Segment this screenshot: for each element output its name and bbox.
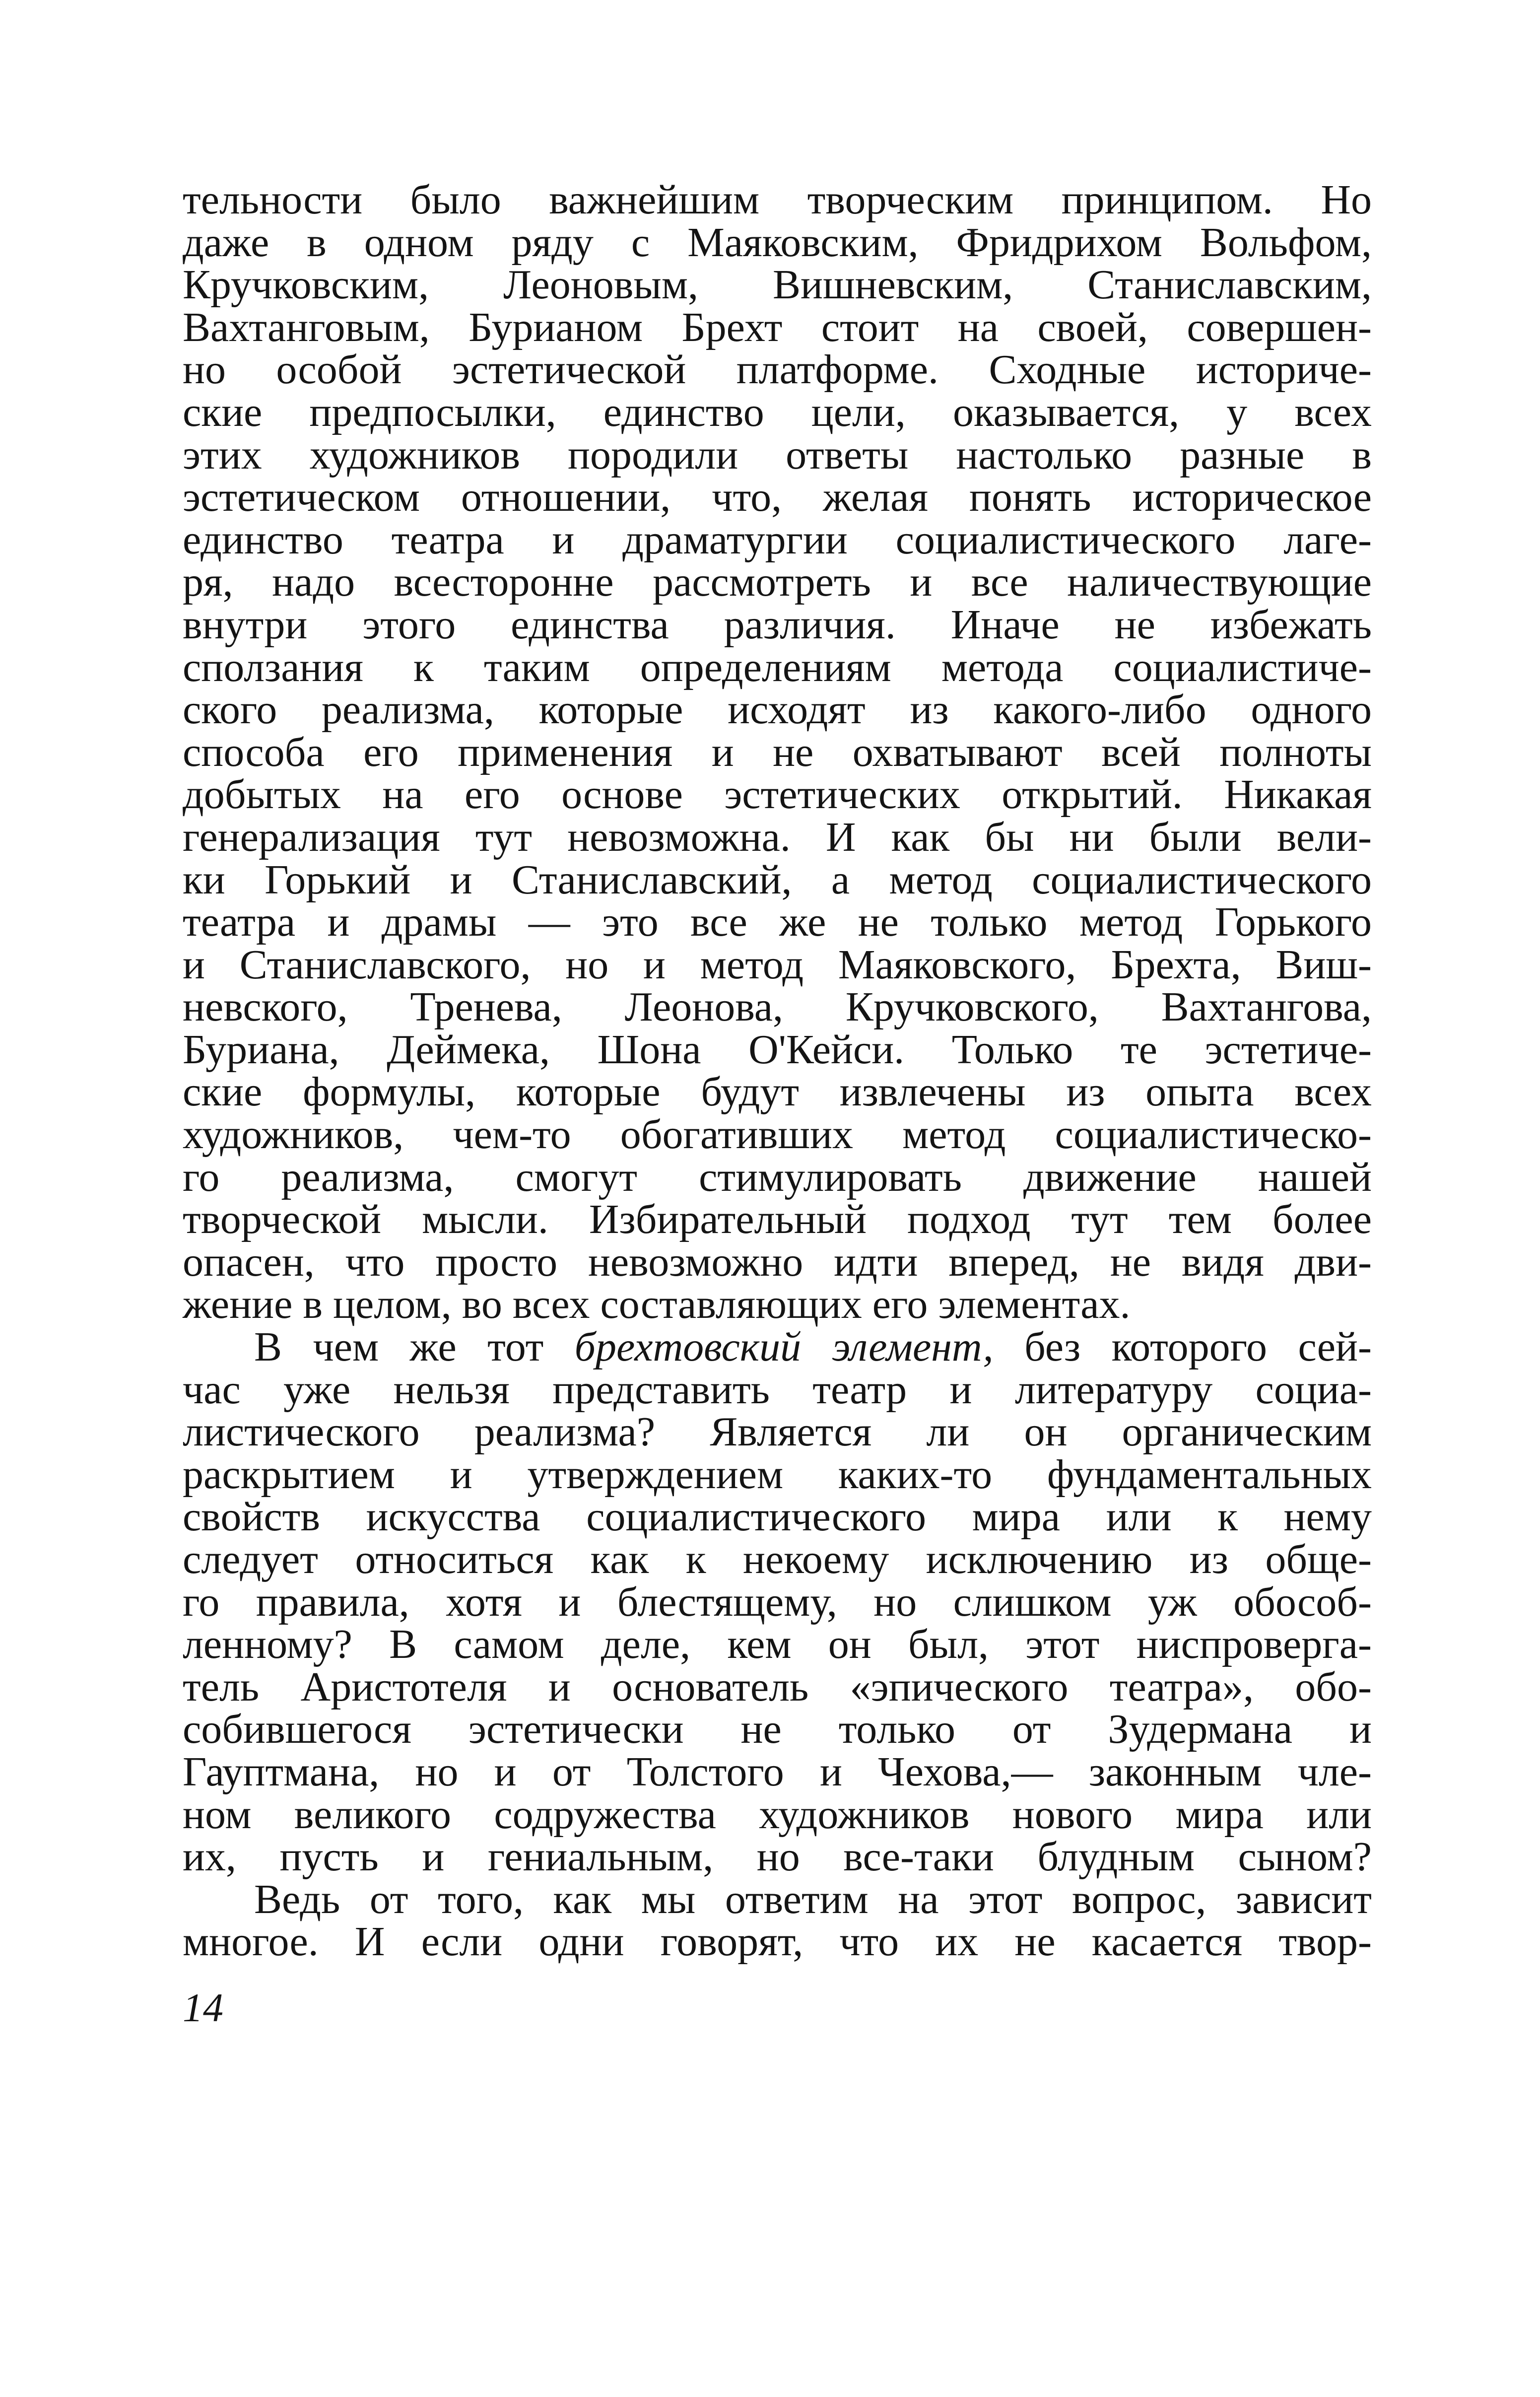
text-line: ря, надо всесторонне рассмотреть и все наличествующие	[183, 559, 1372, 606]
text-line: но особой эстетической платформе. Сходные историче-	[183, 346, 1372, 393]
text-line: многое. И если одни говорят, что их не касается твор-	[183, 1918, 1372, 1965]
text-line: Буриана, Деймека, Шона О'Кейси. Только те эстетиче-	[183, 1026, 1372, 1073]
text-line: этих художников породили ответы настолько разные в	[183, 431, 1372, 478]
text-line: даже в одном ряду с Маяковским, Фридрихом Вольфом,	[183, 219, 1372, 266]
text-line: их, пусть и гениальным, но все-таки блудным сыном?	[183, 1834, 1372, 1880]
italic-emphasis: брехтовский элемент,	[574, 1324, 994, 1370]
text-line: добытых на его основе эстетических открытий. Никакая	[183, 771, 1372, 818]
text-line: Ведь от того, как мы ответим на этот вопрос, зависит	[254, 1876, 1372, 1922]
text-line: внутри этого единства различия. Иначе не избежать	[183, 601, 1372, 648]
text-line: ном великого содружества художников нового мира или	[183, 1791, 1372, 1838]
text-run: без которого сей-	[993, 1324, 1372, 1370]
text-line: ские формулы, которые будут извлечены из опыта всех	[183, 1069, 1372, 1115]
text-line: раскрытием и утверждением каких-то фундаментальных	[183, 1451, 1372, 1498]
text-line: ского реализма, которые исходят из какого-либо одного	[183, 686, 1372, 733]
text-line: собившегося эстетически не только от Зудермана и	[183, 1706, 1372, 1753]
text-line: единство театра и драматургии социалистического лаге-	[183, 516, 1372, 563]
text-line: творческой мысли. Избирательный подход тут тем более	[183, 1196, 1372, 1243]
text-run: В чем же тот	[254, 1324, 575, 1370]
text-line: Гауптмана, но и от Толстого и Чехова,— законным чле-	[183, 1748, 1372, 1795]
text-line	[183, 1326, 1372, 1369]
text-line: невского, Тренева, Леонова, Кручковского, Вахтангова,	[183, 984, 1372, 1030]
text-line: ки Горький и Станиславский, а метод социалистического	[183, 856, 1372, 903]
text-line: час уже нельзя представить театр и литературу социа-	[183, 1366, 1372, 1413]
text-line: эстетическом отношении, что, желая понять историческое	[183, 474, 1372, 521]
page-number: 14	[183, 1985, 223, 2030]
text-line: свойств искусства социалистического мира или к нему	[183, 1494, 1372, 1540]
text-line: опасен, что просто невозможно идти вперед, не видя дви-	[183, 1238, 1372, 1285]
text-line: ские предпосылки, единство цели, оказывается, у всех	[183, 389, 1372, 435]
text-line: художников, чем-то обогативших метод социалистическо-	[183, 1111, 1372, 1158]
text-line: способа его применения и не охватывают всей полноты	[183, 729, 1372, 775]
body-text	[183, 179, 1372, 1963]
text-line: следует относиться как к некоему исключению из обще-	[183, 1536, 1372, 1582]
text-line: Вахтанговым, Бурианом Брехт стоит на своей, совершен-	[183, 304, 1372, 350]
text-line: и Станиславского, но и метод Маяковского, Брехта, Виш-	[183, 941, 1372, 988]
text-line: сползания к таким определениям метода социалистиче-	[183, 644, 1372, 690]
text-line: листического реализма? Является ли он органическим	[183, 1409, 1372, 1455]
text-line: го правила, хотя и блестящему, но слишком уж обособ-	[183, 1578, 1372, 1625]
text-line: театра и драмы — это все же не только метод Горького	[183, 899, 1372, 946]
text-line: тельности было важнейшим творческим принципом. Но	[183, 177, 1372, 223]
text-line: тель Аристотеля и основатель «эпического театра», обо-	[183, 1663, 1372, 1710]
text-line: Кручковским, Леоновым, Вишневским, Станиславским,	[183, 262, 1372, 308]
text-line: го реализма, смогут стимулировать движение нашей	[183, 1154, 1372, 1200]
text-line: жение в целом, во всех составляющих его элементах.	[183, 1281, 1131, 1328]
text-line: генерализация тут невозможна. И как бы ни были вели-	[183, 814, 1372, 860]
text-line: ленному? В самом деле, кем он был, этот ниспроверга-	[183, 1621, 1372, 1668]
